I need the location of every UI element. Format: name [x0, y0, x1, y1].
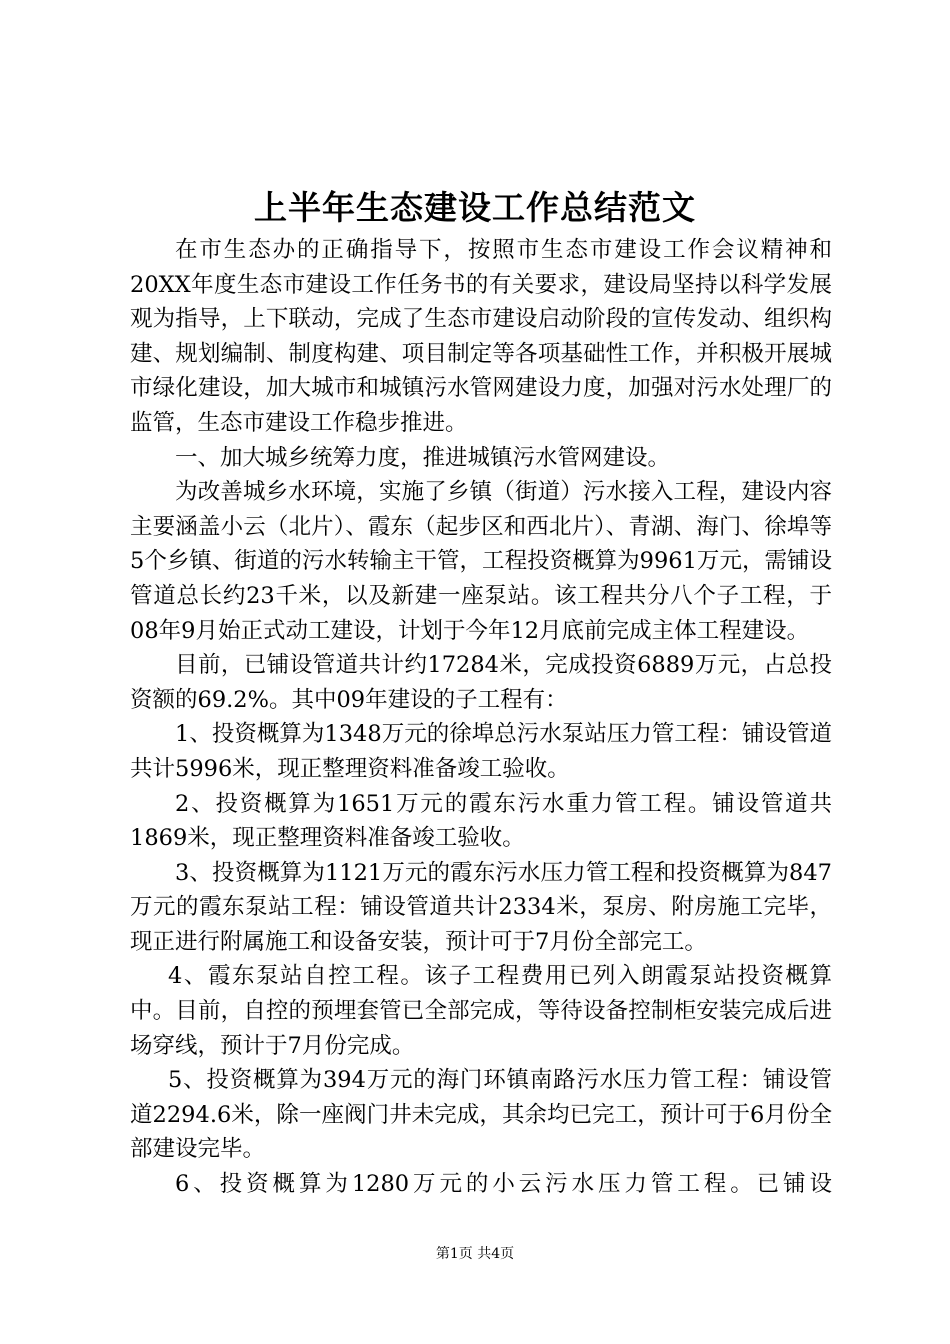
list-item-4: 4、霞东泵站自控工程。该子工程费用已列入朗霞泵站投资概算中。目前，自控的预埋套管已全部完成，等待设备控制柜安装完成后进场穿线，预计于7月份完成。 [130, 963, 832, 1059]
paragraph-project-overview: 为改善城乡水环境，实施了乡镇（街道）污水接入工程，建设内容主要涵盖小云（北片）、霞东（起步区和西北片）、青湖、海门、徐埠等5个乡镇、街道的污水转输主干管，工程投资概算为9961万元，需铺设管道总长约23千米，以及新建一座泵站。该工程共分八个子工程，于08年9月始正式动工建设，计划于今年12月底前完成主体工程建设。 [130, 479, 832, 644]
section-heading-1: 一、加大城乡统筹力度，推进城镇污水管网建设。 [175, 444, 671, 471]
list-item-5: 5、投资概算为394万元的海门环镇南路污水压力管工程：铺设管道2294.6米，除一座阀门井未完成，其余均已完工，预计可于6月份全部建设完毕。 [130, 1067, 832, 1163]
list-item-1: 1、投资概算为1348万元的徐埠总污水泵站压力管工程：铺设管道共计5996米，现正整理资料准备竣工验收。 [130, 721, 832, 782]
document-title: 上半年生态建设工作总结范文 [254, 188, 696, 227]
page-footer: 第1页 共4页 [435, 1246, 515, 1262]
list-item-2: 2、投资概算为1651万元的霞东污水重力管工程。铺设管道共1869米，现正整理资料准备竣工验收。 [130, 790, 832, 852]
list-item-6: 6、投资概算为1280万元的小云污水压力管工程。已铺设 [175, 1171, 832, 1198]
paragraph-progress: 目前，已铺设管道共计约17284米，完成投资6889万元，占总投资额的69.2%。其中09年建设的子工程有： [130, 652, 832, 713]
list-item-3: 3、投资概算为1121万元的霞东污水压力管工程和投资概算为847万元的霞东泵站工程：铺设管道共计2334米，泵房、附房施工完毕，现正进行附属施工和设备安装，预计可于7月份全部完工。 [130, 859, 832, 955]
document-body [130, 233, 832, 1202]
paragraph-intro: 在市生态办的正确指导下，按照市生态市建设工作会议精神和20XX年度生态市建设工作任务书的有关要求，建设局坚持以科学发展观为指导，上下联动，完成了生态市建设启动阶段的宣传发动、组织构建、规划编制、制度构建、项目制定等各项基础性工作，并积极开展城市绿化建设，加大城市和城镇污水管网建设力度，加强对污水处理厂的监管，生态市建设工作稳步推进。 [130, 237, 832, 436]
